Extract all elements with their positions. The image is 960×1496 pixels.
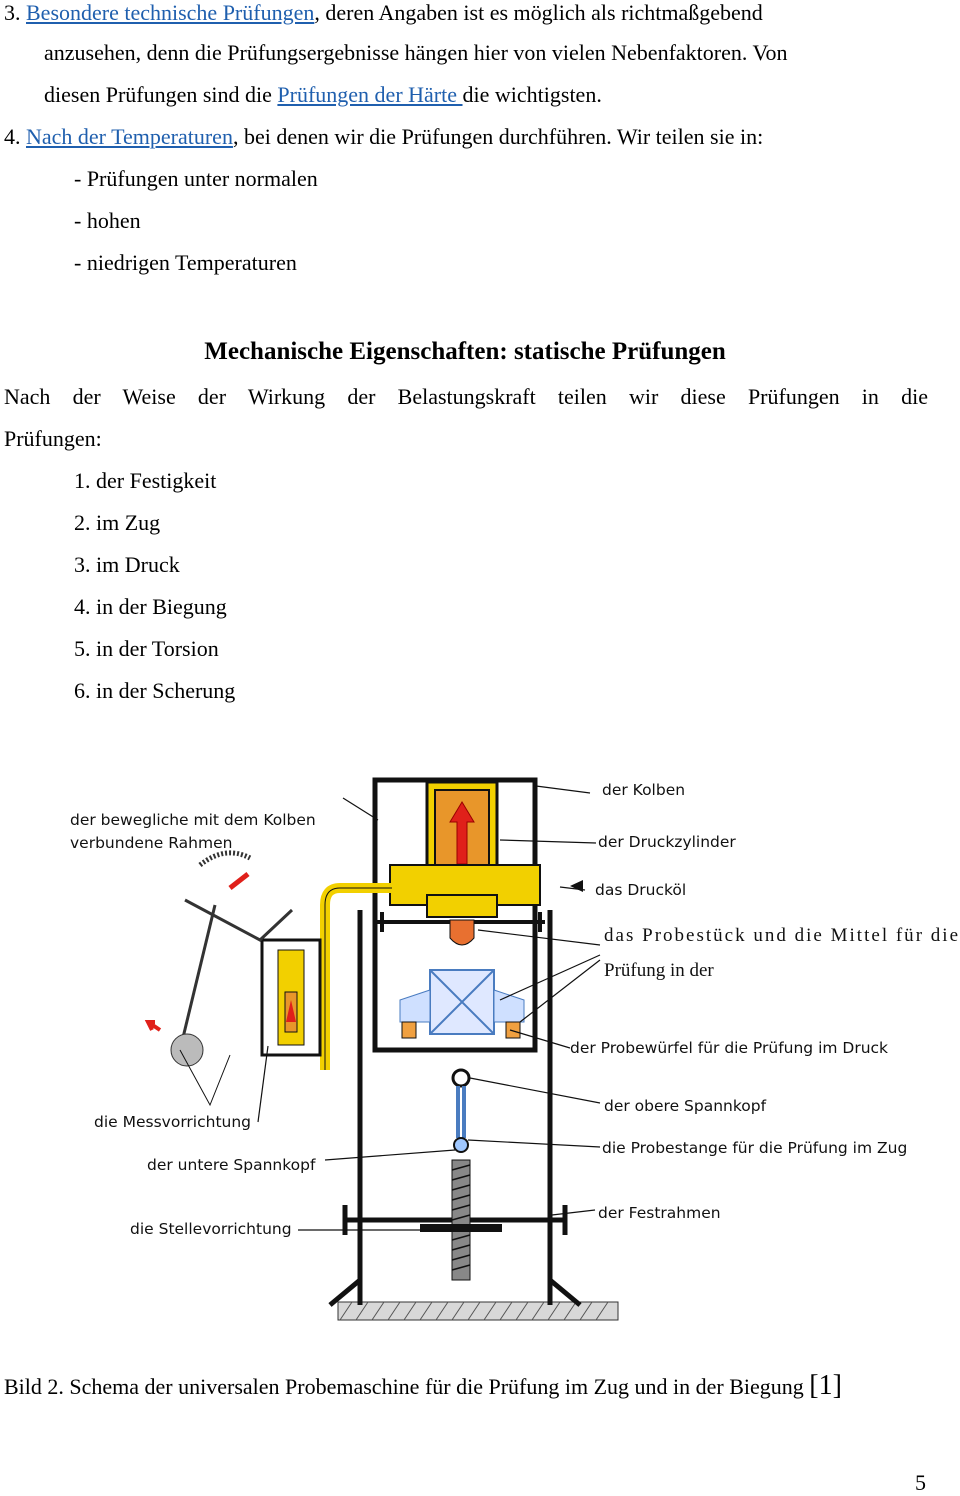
intro-line1: Nach der Weise der Wirkung der Belastungskraft teilen wir diese Prüfungen in die bbox=[4, 384, 928, 409]
figure-caption bbox=[4, 1370, 842, 1402]
list-item-zug: 2. im Zug bbox=[74, 510, 161, 535]
item3-line3 bbox=[44, 82, 602, 108]
item4-text: , bei denen wir die Prüfungen durchführen. Wir teilen sie in: bbox=[232, 124, 764, 149]
intro-line2: Prüfungen: bbox=[4, 426, 102, 451]
item3-line1 bbox=[4, 0, 763, 26]
label-rahmen-2: verbundene Rahmen bbox=[70, 834, 233, 852]
upper-specimen bbox=[450, 920, 474, 945]
label-kolben: der Kolben bbox=[602, 781, 686, 799]
label-rahmen-1: der bewegliche mit dem Kolben bbox=[70, 811, 316, 829]
list-item-druck: 3. im Druck bbox=[74, 552, 180, 577]
tension-specimen bbox=[453, 1070, 469, 1152]
measuring-device bbox=[148, 853, 320, 1105]
item3-line2: anzusehen, denn die Prüfungsergebnisse hängen hier von vielen Nebenfaktoren. Von bbox=[44, 40, 788, 65]
testing-machine-diagram bbox=[0, 760, 960, 1360]
list-item-festigkeit: 1. der Festigkeit bbox=[74, 468, 217, 493]
list-item-torsion: 5. in der Torsion bbox=[74, 636, 219, 661]
item3-line3-pre: diesen Prüfungen sind die bbox=[44, 82, 278, 107]
item3-line3-post: die wichtigsten. bbox=[462, 82, 602, 107]
item3-text1: , deren Angaben ist es möglich als richtmaßgebend bbox=[314, 0, 763, 25]
label-probewuerfel: der Probewürfel für die Prüfung im Druck bbox=[570, 1039, 889, 1057]
label-festrahmen: der Festrahmen bbox=[598, 1204, 721, 1222]
caption-text: Bild 2. Schema der universalen Probemaschine für die Prüfung im Zug und in der Biegung bbox=[4, 1374, 804, 1399]
list-item-scherung: 6. in der Scherung bbox=[74, 678, 236, 703]
label-probestueck-2: Prüfung in der bbox=[604, 960, 714, 981]
label-druckzylinder: der Druckzylinder bbox=[598, 833, 736, 851]
label-probestueck-1: das Probestück und die Mittel für die bbox=[604, 925, 958, 946]
label-probestange: die Probestange für die Prüfung im Zug bbox=[602, 1139, 908, 1157]
caption-reference: [1] bbox=[809, 1370, 842, 1401]
item3-number: 3. bbox=[4, 0, 21, 25]
label-oberer-spannkopf: der obere Spannkopf bbox=[604, 1097, 767, 1115]
item4-sub-normal: - Prüfungen unter normalen bbox=[74, 166, 318, 191]
label-unterer-spannkopf: der untere Spannkopf bbox=[147, 1156, 316, 1174]
label-stellevorrichtung: die Stellevorrichtung bbox=[130, 1220, 292, 1238]
label-messvorrichtung: die Messvorrichtung bbox=[94, 1113, 252, 1131]
link-besondere-pruefungen[interactable]: Besondere technische Prüfungen bbox=[26, 0, 315, 25]
label-druckoel: das Drucköl bbox=[595, 881, 687, 899]
link-nach-der-temperaturen[interactable]: Nach der Temperaturen bbox=[26, 124, 233, 149]
item4-sub-hohen: - hohen bbox=[74, 208, 141, 233]
item4-line1 bbox=[4, 124, 763, 150]
item4-number: 4. bbox=[4, 124, 21, 149]
list-item-biegung: 4. in der Biegung bbox=[74, 594, 227, 619]
compression-cube bbox=[400, 970, 524, 1038]
item4-sub-niedrigen: - niedrigen Temperaturen bbox=[74, 250, 297, 275]
section-heading: Mechanische Eigenschaften: statische Prüfungen bbox=[204, 338, 726, 365]
page-number: 5 bbox=[915, 1470, 926, 1495]
link-pruefungen-haerte[interactable]: Prüfungen der Härte bbox=[277, 82, 463, 107]
